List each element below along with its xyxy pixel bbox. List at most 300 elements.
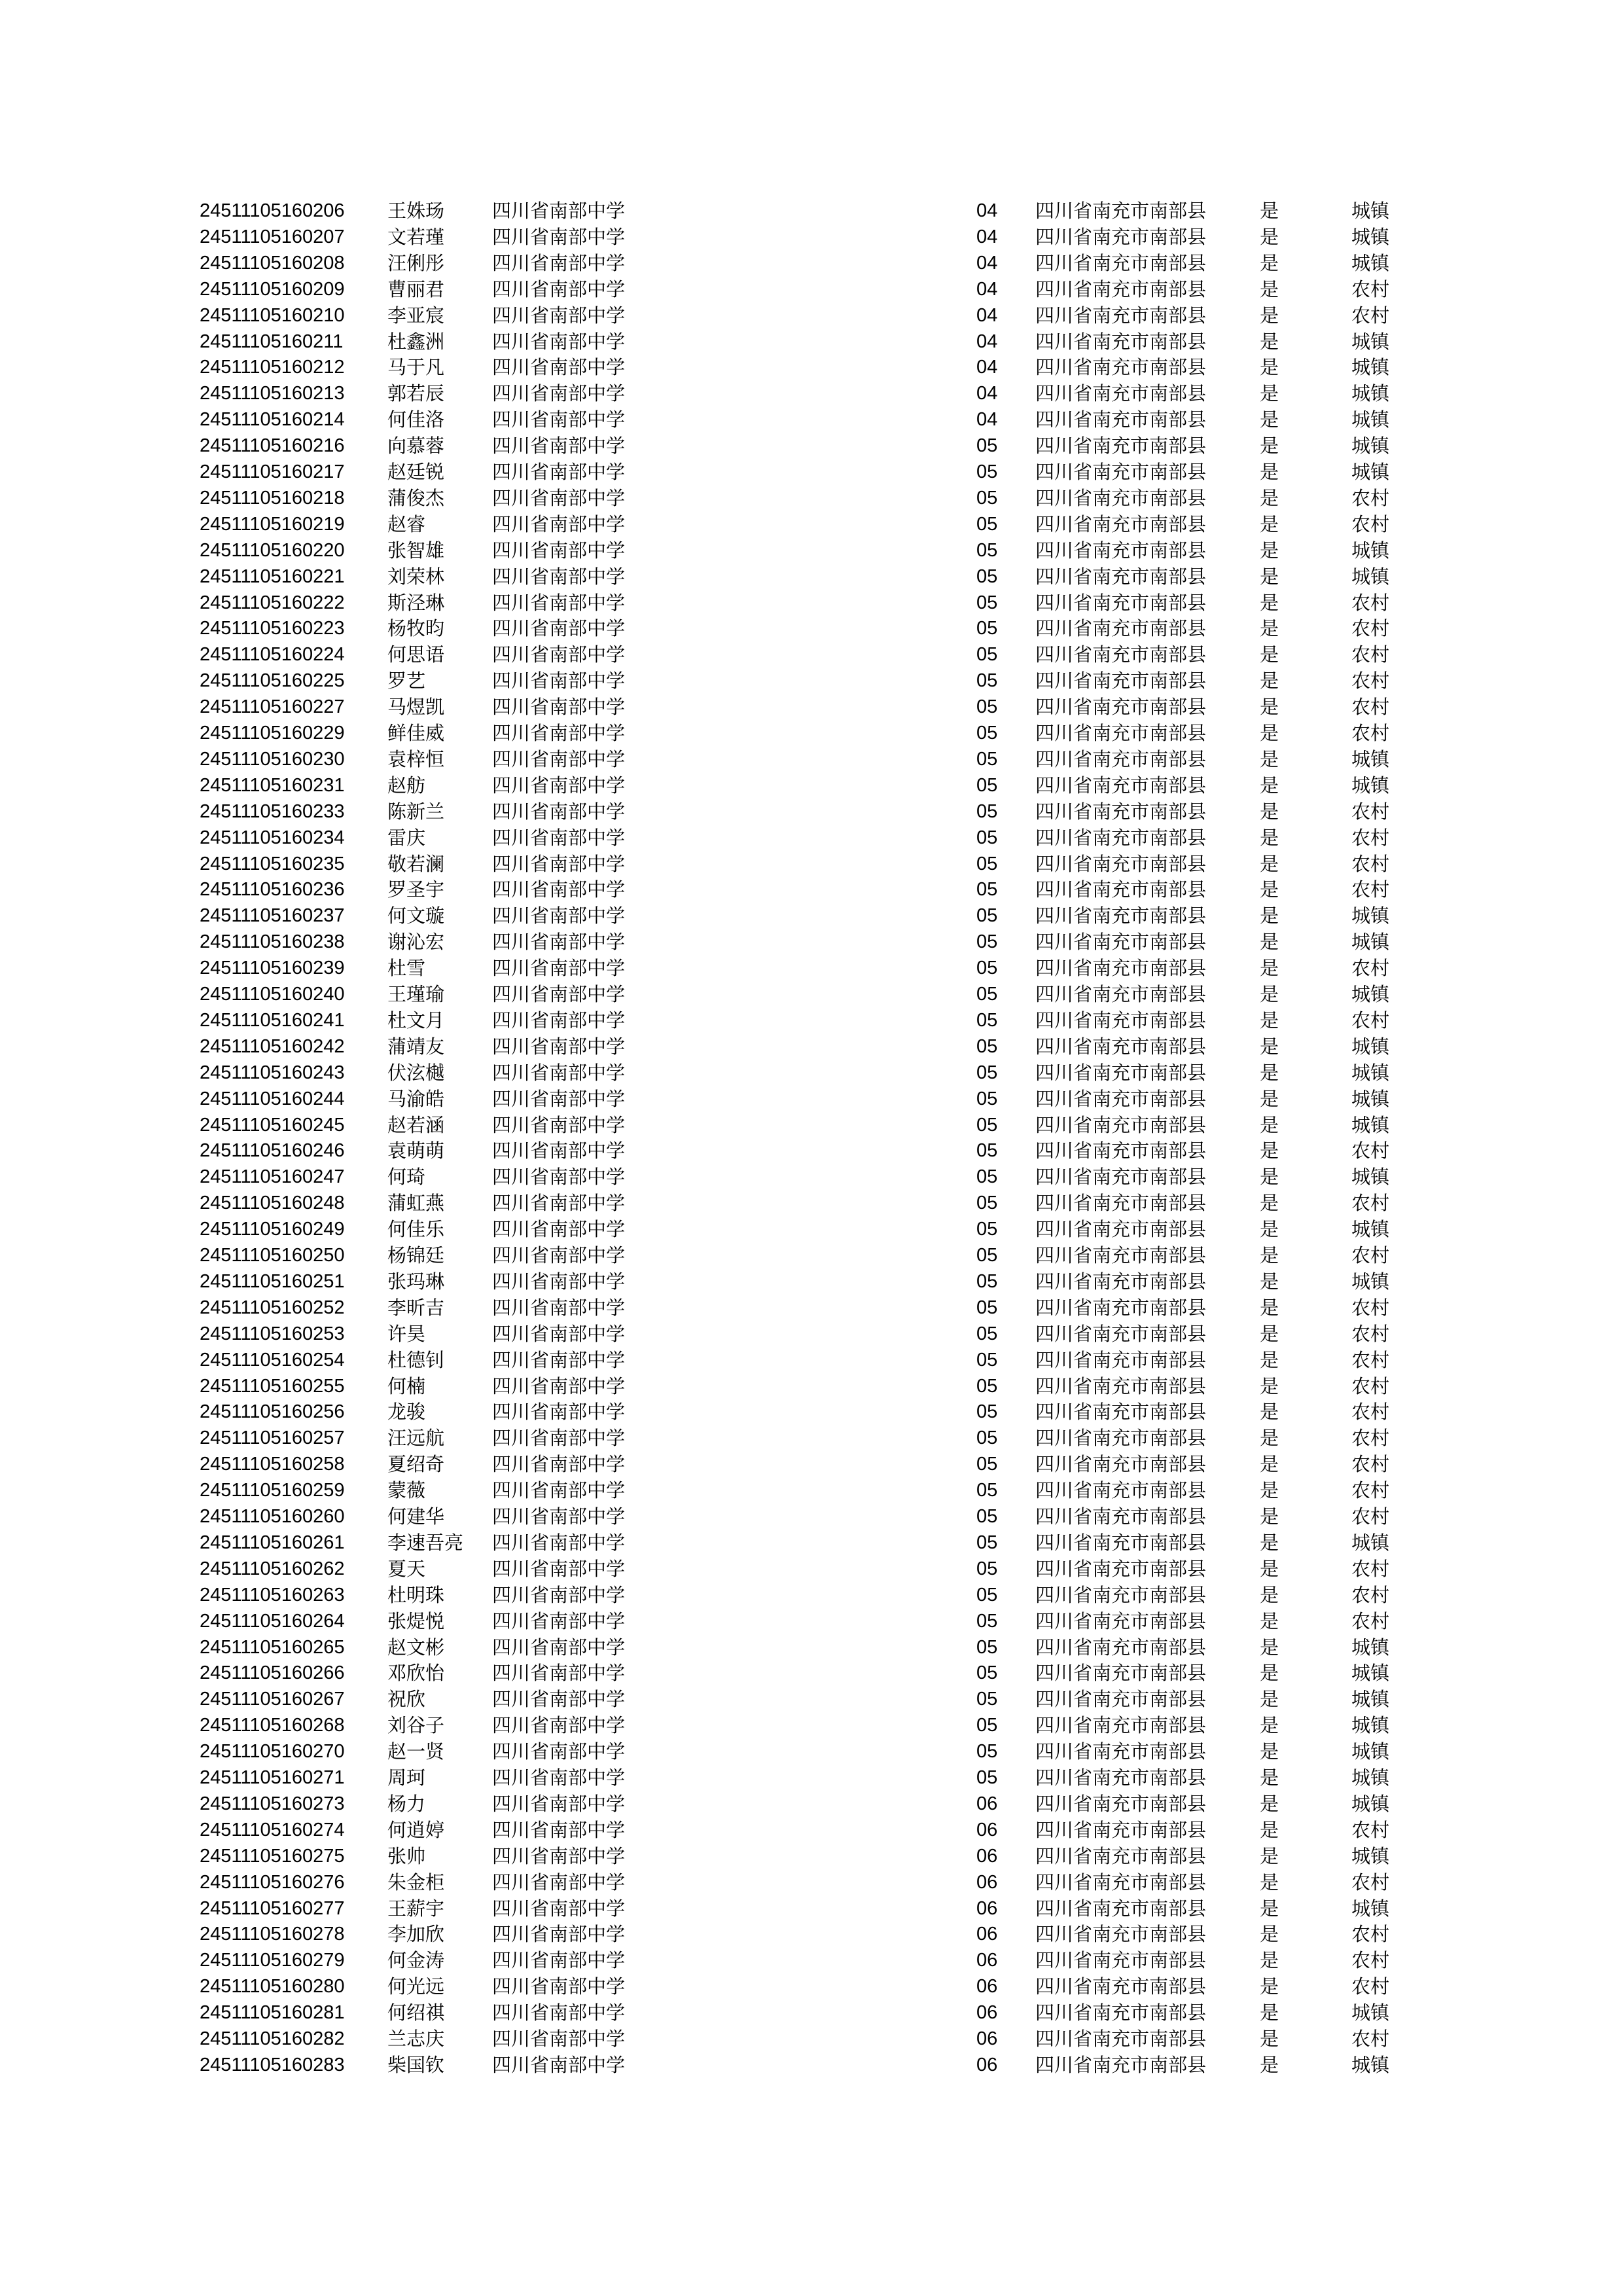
table-row (0, 1765, 1623, 1791)
flag-cell: 是 (1260, 826, 1279, 849)
school-cell: 四川省南部中学 (492, 356, 626, 379)
region-cell: 四川省南充市南部县 (1035, 1505, 1207, 1528)
student-name-cell: 杜鑫洲 (387, 330, 445, 353)
school-cell: 四川省南部中学 (492, 1818, 626, 1841)
student-name-cell: 斯泾琳 (387, 591, 445, 614)
flag-cell: 是 (1260, 1505, 1279, 1528)
student-name-cell: 杜明珠 (387, 1583, 445, 1606)
school-cell: 四川省南部中学 (492, 565, 626, 588)
exam-id-cell: 24511105160283 (200, 2054, 345, 2075)
school-cell: 四川省南部中学 (492, 1113, 626, 1136)
student-name-cell: 杨牧昀 (387, 617, 445, 640)
school-cell: 四川省南部中学 (492, 1609, 626, 1632)
student-name-cell: 袁梓恒 (387, 747, 445, 770)
exam-id-cell: 24511105160253 (200, 1323, 345, 1344)
flag-cell: 是 (1260, 1244, 1279, 1266)
table-row (0, 354, 1623, 380)
flag-cell: 是 (1260, 435, 1279, 457)
exam-id-cell: 24511105160275 (200, 1845, 345, 1867)
flag-cell: 是 (1260, 1374, 1279, 1397)
class-code-cell: 05 (976, 1035, 998, 1057)
class-code-cell: 05 (976, 1088, 998, 1109)
class-code-cell: 05 (976, 1454, 998, 1475)
table-row (0, 459, 1623, 485)
exam-id-cell: 24511105160222 (200, 592, 345, 613)
table-row (0, 1451, 1623, 1477)
region-cell: 四川省南充市南部县 (1035, 747, 1207, 770)
exam-id-cell: 24511105160236 (200, 879, 345, 901)
flag-cell: 是 (1260, 1792, 1279, 1815)
region-cell: 四川省南充市南部县 (1035, 1662, 1207, 1685)
school-cell: 四川省南部中学 (492, 591, 626, 614)
student-name-cell: 蒲靖友 (387, 1035, 445, 1058)
exam-id-cell: 24511105160248 (200, 1193, 345, 1214)
flag-cell: 是 (1260, 1035, 1279, 1058)
flag-cell: 是 (1260, 2028, 1279, 2050)
area-type-cell: 城镇 (1351, 539, 1390, 562)
region-cell: 四川省南充市南部县 (1035, 1636, 1207, 1659)
flag-cell: 是 (1260, 200, 1279, 222)
student-name-cell: 郭若辰 (387, 382, 445, 405)
table-row (0, 1216, 1623, 1242)
table-row (0, 380, 1623, 406)
class-code-cell: 05 (976, 1558, 998, 1579)
school-cell: 四川省南部中学 (492, 1009, 626, 1031)
flag-cell: 是 (1260, 1453, 1279, 1476)
area-type-cell: 城镇 (1351, 2053, 1390, 2076)
student-name-cell: 张帅 (387, 1844, 426, 1867)
student-name-cell: 罗艺 (387, 670, 426, 692)
flag-cell: 是 (1260, 800, 1279, 823)
school-cell: 四川省南部中学 (492, 1505, 626, 1528)
school-cell: 四川省南部中学 (492, 1087, 626, 1110)
exam-id-cell: 24511105160261 (200, 1532, 345, 1553)
student-name-cell: 蒲俊杰 (387, 486, 445, 509)
region-cell: 四川省南充市南部县 (1035, 1009, 1207, 1031)
student-name-cell: 何金涛 (387, 1949, 445, 1972)
class-code-cell: 06 (976, 1897, 998, 1919)
school-cell: 四川省南部中学 (492, 696, 626, 719)
table-row (0, 1608, 1623, 1634)
region-cell: 四川省南充市南部县 (1035, 643, 1207, 666)
student-name-cell: 陈新兰 (387, 800, 445, 823)
table-row (0, 2052, 1623, 2078)
flag-cell: 是 (1260, 1583, 1279, 1606)
exam-id-cell: 24511105160265 (200, 1636, 345, 1658)
region-cell: 四川省南充市南部县 (1035, 1583, 1207, 1606)
region-cell: 四川省南充市南部县 (1035, 1139, 1207, 1162)
student-name-cell: 兰志庆 (387, 2028, 445, 2050)
table-row (0, 981, 1623, 1007)
area-type-cell: 城镇 (1351, 1113, 1390, 1136)
table-row (0, 564, 1623, 590)
student-name-cell: 何建华 (387, 1505, 445, 1528)
flag-cell: 是 (1260, 1087, 1279, 1110)
school-cell: 四川省南部中学 (492, 1427, 626, 1450)
school-cell: 四川省南部中学 (492, 774, 626, 797)
school-cell: 四川省南部中学 (492, 278, 626, 300)
region-cell: 四川省南充市南部县 (1035, 800, 1207, 823)
area-type-cell: 农村 (1351, 512, 1390, 535)
area-type-cell: 农村 (1351, 591, 1390, 614)
student-name-cell: 何琦 (387, 1166, 426, 1189)
area-type-cell: 城镇 (1351, 1767, 1390, 1789)
exam-id-cell: 24511105160231 (200, 774, 345, 796)
class-code-cell: 05 (976, 1062, 998, 1083)
student-name-cell: 赵舫 (387, 774, 426, 797)
school-cell: 四川省南部中学 (492, 225, 626, 248)
student-name-cell: 朱金柜 (387, 1871, 445, 1893)
area-type-cell: 农村 (1351, 696, 1390, 719)
class-code-cell: 04 (976, 252, 998, 274)
area-type-cell: 农村 (1351, 1479, 1390, 1502)
table-row (0, 590, 1623, 616)
table-row (0, 1869, 1623, 1895)
flag-cell: 是 (1260, 2053, 1279, 2076)
student-name-cell: 马煜凯 (387, 696, 445, 719)
school-cell: 四川省南部中学 (492, 1479, 626, 1502)
school-cell: 四川省南部中学 (492, 1322, 626, 1345)
flag-cell: 是 (1260, 356, 1279, 379)
flag-cell: 是 (1260, 1322, 1279, 1345)
class-code-cell: 05 (976, 1114, 998, 1136)
school-cell: 四川省南部中学 (492, 408, 626, 431)
exam-id-cell: 24511105160210 (200, 304, 345, 326)
table-row (0, 1295, 1623, 1321)
flag-cell: 是 (1260, 1871, 1279, 1893)
student-name-cell: 杜雪 (387, 957, 426, 980)
area-type-cell: 城镇 (1351, 1166, 1390, 1189)
exam-id-cell: 24511105160237 (200, 905, 345, 927)
exam-id-cell: 24511105160276 (200, 1871, 345, 1893)
region-cell: 四川省南充市南部县 (1035, 1348, 1207, 1371)
flag-cell: 是 (1260, 1636, 1279, 1659)
region-cell: 四川省南充市南部县 (1035, 304, 1207, 327)
flag-cell: 是 (1260, 722, 1279, 744)
table-row (0, 1138, 1623, 1164)
student-name-cell: 何思语 (387, 643, 445, 666)
area-type-cell: 城镇 (1351, 1270, 1390, 1293)
flag-cell: 是 (1260, 1844, 1279, 1867)
flag-cell: 是 (1260, 1061, 1279, 1084)
table-row (0, 2000, 1623, 2026)
flag-cell: 是 (1260, 1139, 1279, 1162)
student-name-cell: 许昊 (387, 1322, 426, 1345)
area-type-cell: 农村 (1351, 1923, 1390, 1946)
area-type-cell: 城镇 (1351, 1218, 1390, 1241)
class-code-cell: 05 (976, 1009, 998, 1031)
table-row (0, 1373, 1623, 1399)
table-row (0, 929, 1623, 955)
school-cell: 四川省南部中学 (492, 1583, 626, 1606)
school-cell: 四川省南部中学 (492, 382, 626, 405)
student-name-cell: 文若瑾 (387, 225, 445, 248)
exam-id-cell: 24511105160279 (200, 1950, 345, 1971)
school-cell: 四川省南部中学 (492, 670, 626, 692)
region-cell: 四川省南充市南部县 (1035, 1871, 1207, 1893)
region-cell: 四川省南充市南部县 (1035, 878, 1207, 901)
class-code-cell: 06 (976, 1976, 998, 1998)
flag-cell: 是 (1260, 957, 1279, 980)
exam-id-cell: 24511105160235 (200, 853, 345, 874)
student-name-cell: 向慕蓉 (387, 435, 445, 457)
region-cell: 四川省南充市南部县 (1035, 1374, 1207, 1397)
table-row (0, 615, 1623, 641)
table-row (0, 276, 1623, 302)
exam-id-cell: 24511105160234 (200, 827, 345, 848)
area-type-cell: 城镇 (1351, 356, 1390, 379)
class-code-cell: 06 (976, 2028, 998, 2049)
flag-cell: 是 (1260, 1113, 1279, 1136)
table-row (0, 668, 1623, 694)
class-code-cell: 05 (976, 1584, 998, 1605)
student-name-cell: 鲜佳威 (387, 722, 445, 744)
region-cell: 四川省南充市南部县 (1035, 852, 1207, 875)
area-type-cell: 农村 (1351, 2028, 1390, 2050)
area-type-cell: 农村 (1351, 1009, 1390, 1031)
class-code-cell: 05 (976, 1662, 998, 1684)
school-cell: 四川省南部中学 (492, 486, 626, 509)
school-cell: 四川省南部中学 (492, 1662, 626, 1685)
class-code-cell: 05 (976, 958, 998, 979)
class-code-cell: 05 (976, 487, 998, 509)
school-cell: 四川省南部中学 (492, 852, 626, 875)
class-code-cell: 05 (976, 748, 998, 770)
region-cell: 四川省南充市南部县 (1035, 905, 1207, 927)
school-cell: 四川省南部中学 (492, 1923, 626, 1946)
student-name-cell: 赵一贤 (387, 1740, 445, 1763)
student-name-cell: 袁萌萌 (387, 1139, 445, 1162)
class-code-cell: 05 (976, 461, 998, 482)
student-name-cell: 张智雄 (387, 539, 445, 562)
exam-id-cell: 24511105160212 (200, 357, 345, 378)
class-code-cell: 05 (976, 513, 998, 535)
class-code-cell: 05 (976, 1741, 998, 1763)
table-row (0, 1817, 1623, 1843)
class-code-cell: 05 (976, 1245, 998, 1266)
student-name-cell: 柴国钦 (387, 2053, 445, 2076)
table-row (0, 329, 1623, 355)
table-row (0, 825, 1623, 851)
class-code-cell: 04 (976, 331, 998, 352)
table-row (0, 1086, 1623, 1112)
region-cell: 四川省南充市南部县 (1035, 1166, 1207, 1189)
exam-id-cell: 24511105160224 (200, 644, 345, 666)
flag-cell: 是 (1260, 1479, 1279, 1502)
class-code-cell: 06 (976, 1845, 998, 1867)
exam-id-cell: 24511105160262 (200, 1558, 345, 1579)
exam-id-cell: 24511105160266 (200, 1662, 345, 1684)
flag-cell: 是 (1260, 1192, 1279, 1215)
flag-cell: 是 (1260, 591, 1279, 614)
region-cell: 四川省南充市南部县 (1035, 1192, 1207, 1215)
area-type-cell: 城镇 (1351, 1087, 1390, 1110)
school-cell: 四川省南部中学 (492, 617, 626, 640)
table-row (0, 1033, 1623, 1060)
region-cell: 四川省南充市南部县 (1035, 225, 1207, 248)
table-row (0, 1242, 1623, 1268)
student-name-cell: 罗圣宇 (387, 878, 445, 901)
class-code-cell: 04 (976, 304, 998, 326)
table-row (0, 1660, 1623, 1686)
school-cell: 四川省南部中学 (492, 1767, 626, 1789)
class-code-cell: 05 (976, 1323, 998, 1344)
class-code-cell: 05 (976, 1636, 998, 1658)
table-row (0, 250, 1623, 276)
flag-cell: 是 (1260, 539, 1279, 562)
exam-id-cell: 24511105160280 (200, 1976, 345, 1998)
region-cell: 四川省南充市南部县 (1035, 1897, 1207, 1920)
school-cell: 四川省南部中学 (492, 1871, 626, 1893)
exam-id-cell: 24511105160251 (200, 1270, 345, 1292)
table-row (0, 2026, 1623, 2052)
region-cell: 四川省南充市南部县 (1035, 983, 1207, 1005)
student-name-cell: 马于凡 (387, 356, 445, 379)
table-row (0, 1164, 1623, 1190)
student-name-cell: 刘荣林 (387, 565, 445, 588)
class-code-cell: 06 (976, 2002, 998, 2024)
student-name-cell: 夏绍奇 (387, 1453, 445, 1476)
student-name-cell: 何绍祺 (387, 2001, 445, 2024)
school-cell: 四川省南部中学 (492, 957, 626, 980)
student-name-cell: 李加欣 (387, 1923, 445, 1946)
exam-id-cell: 24511105160229 (200, 723, 345, 744)
school-cell: 四川省南部中学 (492, 1453, 626, 1476)
region-cell: 四川省南充市南部县 (1035, 1949, 1207, 1972)
school-cell: 四川省南部中学 (492, 1192, 626, 1215)
table-row (0, 1791, 1623, 1817)
class-code-cell: 04 (976, 383, 998, 404)
table-row (0, 1503, 1623, 1530)
student-name-cell: 何逍婷 (387, 1818, 445, 1841)
class-code-cell: 05 (976, 723, 998, 744)
exam-id-cell: 24511105160241 (200, 1009, 345, 1031)
area-type-cell: 农村 (1351, 1949, 1390, 1972)
student-name-cell: 王姝玚 (387, 200, 445, 222)
region-cell: 四川省南充市南部县 (1035, 1531, 1207, 1554)
area-type-cell: 城镇 (1351, 435, 1390, 457)
area-type-cell: 城镇 (1351, 774, 1390, 797)
flag-cell: 是 (1260, 1767, 1279, 1789)
student-name-cell: 李昕吉 (387, 1296, 445, 1319)
flag-cell: 是 (1260, 905, 1279, 927)
area-type-cell: 农村 (1351, 1296, 1390, 1319)
school-cell: 四川省南部中学 (492, 1139, 626, 1162)
region-cell: 四川省南充市南部县 (1035, 1792, 1207, 1815)
school-cell: 四川省南部中学 (492, 1348, 626, 1371)
school-cell: 四川省南部中学 (492, 2001, 626, 2024)
exam-id-cell: 24511105160257 (200, 1427, 345, 1449)
area-type-cell: 农村 (1351, 1583, 1390, 1606)
student-name-cell: 刘谷子 (387, 1714, 445, 1737)
student-name-cell: 杜德钊 (387, 1348, 445, 1371)
class-code-cell: 05 (976, 1689, 998, 1710)
school-cell: 四川省南部中学 (492, 1636, 626, 1659)
exam-id-cell: 24511105160244 (200, 1088, 345, 1109)
region-cell: 四川省南充市南部县 (1035, 1767, 1207, 1789)
school-cell: 四川省南部中学 (492, 1897, 626, 1920)
area-type-cell: 农村 (1351, 1374, 1390, 1397)
area-type-cell: 城镇 (1351, 1740, 1390, 1763)
region-cell: 四川省南充市南部县 (1035, 1740, 1207, 1763)
region-cell: 四川省南充市南部县 (1035, 330, 1207, 353)
region-cell: 四川省南充市南部县 (1035, 382, 1207, 405)
class-code-cell: 05 (976, 696, 998, 718)
class-code-cell: 04 (976, 409, 998, 431)
exam-id-cell: 24511105160243 (200, 1062, 345, 1083)
school-cell: 四川省南部中学 (492, 1792, 626, 1815)
area-type-cell: 农村 (1351, 486, 1390, 509)
exam-id-cell: 24511105160254 (200, 1349, 345, 1371)
student-name-cell: 蒲虹燕 (387, 1192, 445, 1215)
flag-cell: 是 (1260, 382, 1279, 405)
region-cell: 四川省南充市南部县 (1035, 2053, 1207, 2076)
region-cell: 四川省南充市南部县 (1035, 1714, 1207, 1737)
flag-cell: 是 (1260, 1818, 1279, 1841)
region-cell: 四川省南充市南部县 (1035, 1087, 1207, 1110)
region-cell: 四川省南充市南部县 (1035, 539, 1207, 562)
exam-id-cell: 24511105160259 (200, 1480, 345, 1501)
student-name-cell: 李亚宸 (387, 304, 445, 327)
area-type-cell: 城镇 (1351, 565, 1390, 588)
student-name-cell: 谢沁宏 (387, 931, 445, 954)
exam-id-cell: 24511105160242 (200, 1035, 345, 1057)
table-row (0, 485, 1623, 511)
school-cell: 四川省南部中学 (492, 878, 626, 901)
class-code-cell: 05 (976, 1349, 998, 1371)
flag-cell: 是 (1260, 1401, 1279, 1424)
exam-id-cell: 24511105160211 (200, 331, 344, 352)
flag-cell: 是 (1260, 983, 1279, 1005)
student-name-cell: 赵文彬 (387, 1636, 445, 1659)
flag-cell: 是 (1260, 408, 1279, 431)
region-cell: 四川省南充市南部县 (1035, 722, 1207, 744)
table-row (0, 433, 1623, 459)
flag-cell: 是 (1260, 1949, 1279, 1972)
flag-cell: 是 (1260, 670, 1279, 692)
area-type-cell: 农村 (1351, 800, 1390, 823)
table-row (0, 1556, 1623, 1582)
school-cell: 四川省南部中学 (492, 1949, 626, 1972)
class-code-cell: 05 (976, 1270, 998, 1292)
area-type-cell: 农村 (1351, 826, 1390, 849)
table-row (0, 406, 1623, 433)
student-name-cell: 周珂 (387, 1767, 426, 1789)
exam-id-cell: 24511105160258 (200, 1454, 345, 1475)
region-cell: 四川省南充市南部县 (1035, 278, 1207, 300)
table-row (0, 1399, 1623, 1425)
flag-cell: 是 (1260, 1348, 1279, 1371)
region-cell: 四川省南充市南部县 (1035, 408, 1207, 431)
exam-id-cell: 24511105160267 (200, 1689, 345, 1710)
area-type-cell: 农村 (1351, 1348, 1390, 1371)
flag-cell: 是 (1260, 461, 1279, 483)
flag-cell: 是 (1260, 1923, 1279, 1946)
region-cell: 四川省南充市南部县 (1035, 1035, 1207, 1058)
school-cell: 四川省南部中学 (492, 722, 626, 744)
exam-id-cell: 24511105160239 (200, 958, 345, 979)
exam-id-cell: 24511105160214 (200, 409, 345, 431)
class-code-cell: 05 (976, 670, 998, 692)
student-name-cell: 张玛琳 (387, 1270, 445, 1293)
area-type-cell: 城镇 (1351, 1531, 1390, 1554)
exam-id-cell: 24511105160208 (200, 252, 345, 274)
school-cell: 四川省南部中学 (492, 1975, 626, 1998)
region-cell: 四川省南充市南部县 (1035, 1453, 1207, 1476)
exam-id-cell: 24511105160227 (200, 696, 345, 718)
student-name-cell: 祝欣 (387, 1688, 426, 1711)
student-name-cell: 蒙薇 (387, 1479, 426, 1502)
